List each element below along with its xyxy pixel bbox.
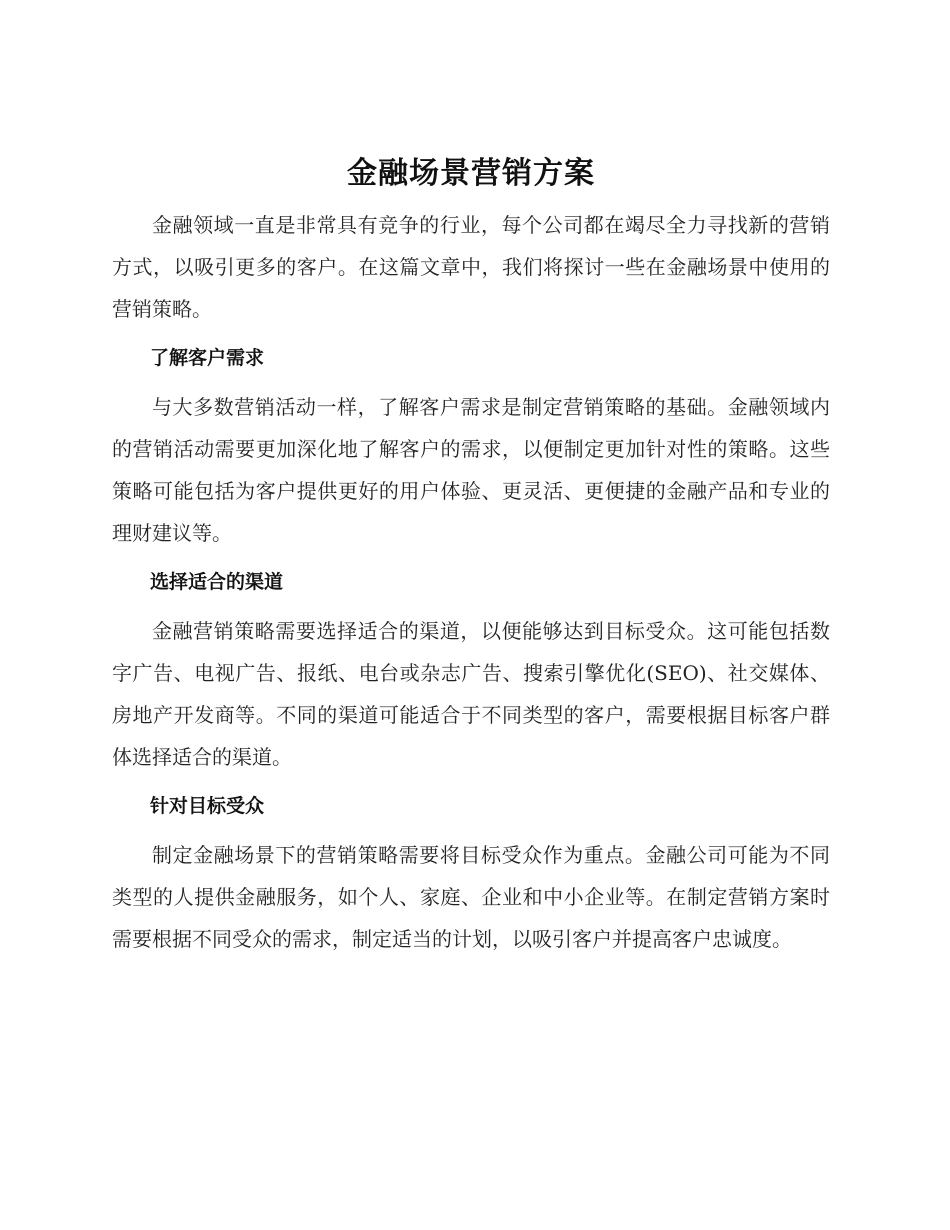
section-heading: 针对目标受众 [150,795,265,817]
intro-paragraph: 金融领域一直是非常具有竞争的行业，每个公司都在竭尽全力寻找新的营销方式，以吸引更多的客户。在这篇文章中，我们将探讨一些在金融场景中使用的营销策略。 [112,213,830,321]
section-heading: 选择适合的渠道 [150,571,284,593]
section-paragraph: 制定金融场景下的营销策略需要将目标受众作为重点。金融公司可能为不同类型的人提供金融服务，如个人、家庭、企业和中小企业等。在制定营销方案时需要根据不同受众的需求，制定适当的计划，以吸引客户并提高客户忠诚度。 [112,843,830,951]
section-heading: 了解客户需求 [150,347,265,369]
section-target-audience [112,788,830,960]
section-understand-needs [112,340,830,554]
document-title: 金融场景营销方案 [347,156,595,191]
document-page [112,148,830,960]
section-paragraph: 金融营销策略需要选择适合的渠道，以便能够达到目标受众。这可能包括数字广告、电视广告、报纸、电台或杂志广告、搜索引擎优化(SEO)、社交媒体、房地产开发商等。不同的渠道可能适合于不同类型的客户，需要根据目标客户群体选择适合的渠道。 [112,619,830,769]
section-paragraph: 与大多数营销活动一样，了解客户需求是制定营销策略的基础。金融领域内的营销活动需要更加深化地了解客户的需求，以便制定更加针对性的策略。这些策略可能包括为客户提供更好的用户体验、更灵活、更便捷的金融产品和专业的理财建议等。 [112,395,830,545]
section-choose-channels [112,564,830,778]
